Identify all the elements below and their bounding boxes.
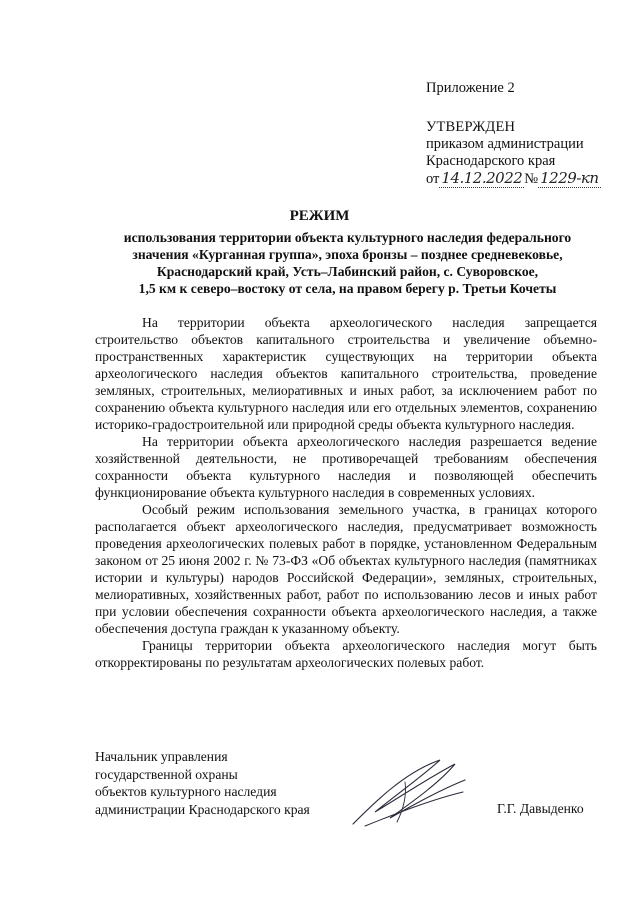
approved-heading: УТВЕРЖДЕН — [426, 119, 516, 135]
approval-block — [426, 119, 601, 190]
position-line: администрации Краснодарского края — [95, 801, 310, 817]
order-number-sign: № — [524, 171, 539, 187]
signatory-name: Г.Г. Давыденко — [497, 801, 584, 816]
order-date-handwritten: 14.12.2022 — [441, 169, 523, 187]
subtitle-line: значения «Курганная группа», эпоха бронзы – позднее средневековье, — [132, 247, 563, 262]
approval-line: приказом администрации — [426, 136, 584, 152]
document-subtitle — [95, 229, 600, 297]
subtitle-line: 1,5 км к северо–востоку от села, на правом берегу р. Третьи Кочеты — [138, 281, 557, 296]
body-paragraph: Границы территории объекта археологического наследия могут быть откорректированы по результатам археологических полевых работ. — [95, 638, 597, 670]
body-paragraph: На территории объекта археологического наследия запрещается строительство объектов капитального строительства и увеличение объемно-пространственных характеристик существующих на территории объекта археологического наследия объектов капитального строительства, проведение земляных, строительных, мелиоративных и иных работ, за исключением работ по сохранению объекта культурного наследия или его отдельных элементов, сохранению историко-градостроительной или природной среды объекта культурного наследия. — [95, 315, 597, 432]
body-paragraph: На территории объекта археологического наследия разрешается ведение хозяйственной деятельности, не противоречащей требованиям обеспечения сохранности объекта культурного наследия и позволяющей обеспечить функционирование объекта культурного наследия в современных условиях. — [95, 434, 597, 500]
subtitle-line: Краснодарский край, Усть–Лабинский район, с. Суворовское, — [156, 264, 539, 279]
subtitle-line: использования территории объекта культурного наследия федерального — [123, 230, 572, 245]
document-body — [95, 314, 597, 671]
position-line: государственной охраны — [95, 766, 238, 782]
order-reference — [426, 170, 601, 190]
body-paragraph: Особый режим использования земельного участка, в границах которого располагается объект археологического наследия, предусматривает возможность проведения археологических полевых работ в порядке, установленном Федеральным законом от 25 июня 2002 г. № 73-ФЗ «Об объектах культурного наследия (памятниках истории и культуры) народов Российской Федерации», земляных, строительных, мелиоративных, хозяйственных работ, работ по использованию лесов и иных работ при условии обеспечения сохранности объекта археологического наследия, а также обеспечения доступа граждан к указанному объекту. — [95, 502, 597, 636]
order-number-handwritten: 1229-кп — [540, 169, 599, 187]
appendix-label: Приложение 2 — [426, 80, 515, 96]
handwritten-signature-icon — [345, 752, 475, 832]
document-title: РЕЖИМ — [289, 208, 350, 224]
position-line: объектов культурного наследия — [95, 784, 277, 799]
signatory-position — [95, 748, 310, 818]
position-line: Начальник управления — [95, 749, 228, 764]
approval-line: Краснодарского края — [426, 153, 556, 169]
order-prefix: от — [426, 171, 440, 187]
